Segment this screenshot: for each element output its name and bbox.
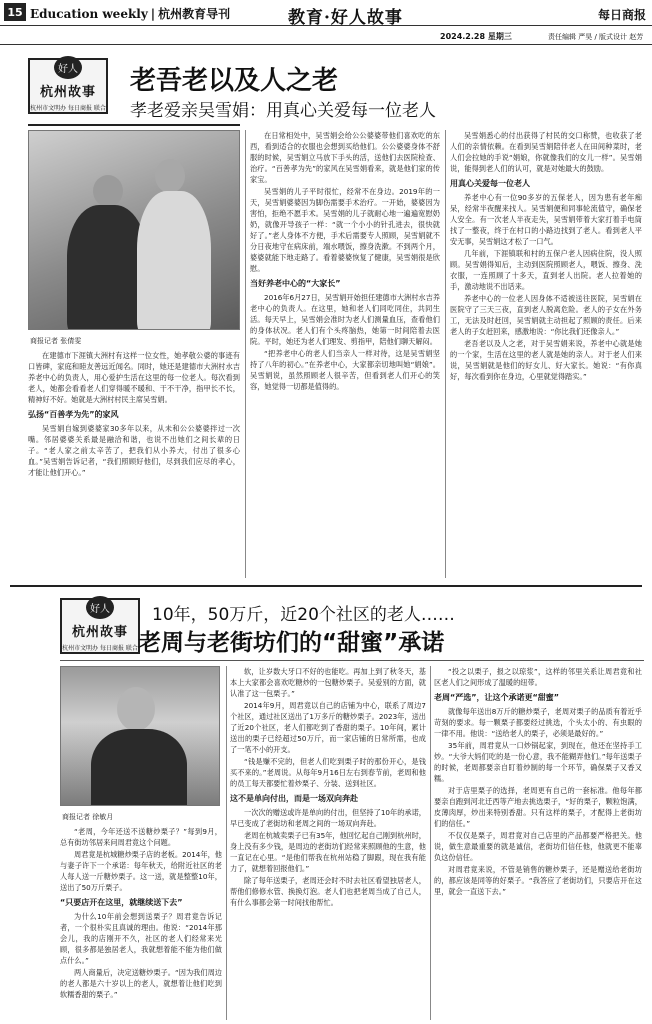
dateline: [0, 27, 652, 45]
section-heading: 当好养老中心的“大家长”: [250, 279, 341, 288]
page-number: 15: [4, 3, 26, 21]
article2-column-3: [434, 666, 642, 1020]
paragraph: 在日常相处中，吴雪娟会给公公婆婆带他们喜欢吃的东西，看到适合的衣服也会想到买给他们。公公婆婆身体不舒服的时候，吴雪娟立马放下手头的活，送他们去医院检查、治疗。“百善孝为先”的家风在吴雪娟看来，就是他们家的传家宝。: [250, 131, 440, 184]
paragraph: 2014年9月，周君竟以自己的店铺为中心，联系了周边7个社区，通过社区送出了1万多斤的糖炒栗子。2023年，送出了近20个社区，老人们都吃到了香甜的栗子。10年间，累计送出的栗子已经超过50万斤，而一家店铺的日常所需，也成了一笔不小的开支。: [230, 701, 426, 754]
paragraph: 一次次的赠送或许是单向的付出，但坚持了10年的承诺，早已变成了老街坊和老周之间的一场双向奔赴。: [230, 808, 426, 828]
section-title: 教育·好人故事: [288, 8, 403, 28]
paragraph: “老周，今年还送不送糖炒栗子？”每到9月，总有街坊邻居来问周君竟这个问题。: [60, 827, 222, 847]
article2-photo: [60, 666, 220, 806]
column-divider: [430, 666, 431, 1020]
article2-column-2: [230, 666, 426, 1020]
photo-figure-head: [117, 687, 155, 731]
paragraph: 在建德市下涯镇大洲村有这样一位女性，她孝敬公婆的事迹有口皆碑，家庭和睦友善远近闻名。同时，她还是建德市大洲村水吉养老中心的负责人，用心爱护生活在这里的每一位老人。每次看到老人，她都会看看老人们穿得暖不暖和、干不干净，指甲长不长，精神好不好。她就是大洲村村民主席吴雪娟。: [28, 351, 240, 404]
paragraph: 35年前，周君竟从一口炒锅起家，到现在，他还在坚持手工炒。“大爷大妈们吃的是一份心意，我不能糊弄他们。”每年送栗子的时候，老周都要亲自盯着炒制的每一个环节，确保栗子又香又糯。: [434, 741, 642, 783]
photo-credit: 商报记者 张倩雯: [30, 337, 82, 345]
masthead: [0, 0, 652, 26]
article1-title: 老吾老以及人之老: [130, 66, 339, 96]
section-divider: [10, 585, 642, 587]
photo-figure-head: [155, 159, 185, 193]
divider: [28, 124, 240, 126]
divider: [60, 660, 644, 661]
paragraph: 为什么10年前会想到送栗子？周君竟告诉记者，一个很朴实且真诚的理由。他说：“2014年那会儿，我的店刚开不久，社区的老人们经常来光顾，很多都是独居老人，我就想着能不能为他们做点什么。”: [60, 912, 222, 965]
paragraph: 老吾老以及人之老，对于吴雪娟来说，养老中心就是她的一个家，生活在这里的老人就是她的亲人。对于老人们来说，吴雪娟就是他们的好女儿、好大家长。她说：“有你真好，每次看到你在身边，心里就觉得踏实。”: [450, 339, 642, 381]
column-divider: [226, 666, 227, 1020]
paragraph: 对于店里栗子的选择，老周更有自己的一套标准。他每年都要亲自跑到河北迁西等产地去挑选栗子，“好的栗子，颗粒饱满，皮薄肉厚，炒出来特别香甜。只有这样的栗子，才配得上老街坊们的信任。”: [434, 786, 642, 828]
paragraph: 2016年6月27日，吴雪娟开始担任建德市大洲村水吉养老中心的负责人。在这里，她和老人们同吃同住，共同生活。每天早上，吴雪娟会准时为老人们测量血压，查看他们的身体状况。老人们有个头疼脑热，她第一时间陪着去医院。平时，她还为老人们理发、剪指甲，陪他们聊天解闷。: [250, 293, 440, 346]
logo-subtitle: 杭州市文明办 每日商报 联合: [62, 645, 138, 652]
section-heading: 弘扬“百善孝为先”的家风: [28, 410, 119, 419]
paragraph: 吴雪娟的儿子平时很忙，经常不在身边。2019年的一天，吴雪娟婆婆因为脚伤需要手术治疗。一开始，婆婆因为害怕，拒绝不愿手术。吴雪娟的儿子就耐心地一遍遍宽慰奶奶，就像开导孩子一样：“就一个小小的针孔进去，很快就好了。”老人身体不方便，手术后需要专人照顾，吴雪娟就不分日夜地守在病床前，端水喂饭，擦身洗漱。不到两个月，婆婆就能下地走路了。看着婆婆恢复了健康，吴雪娟很是欣慰。: [250, 187, 440, 273]
paragraph: 就像每年送出8万斤的糖炒栗子，老周对栗子的品质有着近乎苛刻的要求。每一颗栗子都要经过挑选，个头太小的、有虫眼的一律不用。他说：“送给老人的栗子，必须是最好的。”: [434, 707, 642, 738]
paper-name: 每日商报: [597, 8, 646, 22]
paragraph: 吴雪娟悉心的付出获得了村民的交口称赞，也收获了老人们的亲情依赖。在看到吴雪娟陪伴老人在田间种菜时，老人们会拉她的手说“娟娘，你就像我们的女儿一样”。吴雪娟说，能得到老人们的认可，就是对她最大的鼓励。: [450, 131, 642, 173]
article2-column-1: [60, 826, 222, 1020]
article2-title: 老周与老街坊们的“甜蜜”承诺: [138, 630, 445, 656]
photo-figure-head: [93, 175, 123, 207]
article1-photo: [28, 130, 240, 330]
paragraph: 养老中心有一位90多岁的五保老人，因为患有老年痴呆，经常半夜醒来找人。吴雪娟便和同事轮流值守，确保老人安全。有一次老人半夜走失，吴雪娟带着大家打着手电筒找了一整夜，终于在村口的小路边找到了老人。看到老人平安无事，吴雪娟这才松了一口气。: [450, 193, 642, 246]
article1-column-2: [250, 130, 440, 578]
column-divider: [445, 130, 446, 578]
paragraph: 周君竟是杭城糖炒栗子店的老板。2014年，他与妻子许下一个承诺：每年秋天，给附近社区的老人每人送一斤糖炒栗子。这一送，就是整整10年，送出了50万斤栗子。: [60, 850, 222, 892]
logo-badge: 好人: [86, 596, 114, 619]
paragraph: “把养老中心的老人们当亲人一样对待，这是吴雪娟坚持了八年的初心。”在养老中心，大家都亲切地叫她“娟娘”。吴雪娟说，虽然照顾老人很辛苦，但看到老人们开心的笑容，她觉得一切都是值得的。: [250, 349, 440, 391]
paragraph: 吴雪娟自嫁到婆婆家30多年以来，从未和公公婆婆拌过一次嘴。邻居婆婆关系最是融洽和谐，也说不出她们之间长辈的日子。“老人家之前太辛苦了，把我们从小养大，付出了很多心血。”吴雪娟告诉记者，“我们照顾好他们，尽到我们应尽的孝心，才能让他们开心。”: [28, 424, 240, 477]
paragraph: 两人商量后，决定送糖炒栗子。“因为我们周边的老人都是六十岁以上的老人，就想着让他们吃到软糯香甜的栗子。”: [60, 968, 222, 999]
photo-credit: 商报记者 徐敏月: [62, 813, 114, 821]
article2-kicker: 10年，50万斤，近20个社区的老人……: [152, 605, 455, 625]
paragraph: 软，让岁数大牙口不好的也能吃。再加上到了秋冬天，基本上大家都会喜欢吃糖炒的一包糖炒栗子。吴爱别的方面，就认准了这一包栗子。”: [230, 667, 426, 698]
photo-figure: [67, 205, 147, 330]
column-logo: [28, 58, 108, 114]
paragraph: 不仅仅是栗子，周君竟对自己店里的产品都要严格把关。他说，做生意最重要的就是诚信，老街坊们信任他，他就更不能辜负这份信任。: [434, 831, 642, 862]
article1-subtitle: 孝老爱亲吴雪娟：用真心关爱每一位老人: [130, 101, 436, 121]
paragraph: “钱是赚不完的，但老人们吃到栗子时的那份开心，是钱买不来的。”老周说。从每年9月16日左右到春节前，老周和他的员工每天都要忙着炒栗子、分装、送到社区。: [230, 757, 426, 788]
photo-figure: [137, 191, 211, 330]
paragraph: 老周在杭城卖栗子已有35年，他回忆起自己刚到杭州时，身上没有多少钱，是周边的老街坊们经常来照顾他的生意，他一直记在心里。“是他们帮我在杭州站稳了脚跟，现在我有能力了，就想着回报他们。”: [230, 831, 426, 873]
section-heading: 用真心关爱每一位老人: [450, 179, 530, 188]
column-divider: [245, 130, 246, 578]
editor-credits: 责任编辑 严昊 / 版式设计 赵芳: [548, 33, 644, 41]
paragraph: 除了每年送栗子，老周还会时不时去社区看望独居老人，帮他们修修水管、换换灯泡。老人们也把老周当成了自己人，有什么事都会第一时间找他帮忙。: [230, 876, 426, 907]
logo-badge: 好人: [54, 56, 82, 79]
paragraph: 几年前，下涯镇联和村的五保户老人因病住院，没人照顾。吴雪娟得知后，主动到医院照顾老人，喂饭、擦身、洗衣服，一连照顾了十多天，直到老人出院。老人拉着她的手，激动地说不出话来。: [450, 249, 642, 291]
section-heading: 老周“严选”，让这个承诺更“甜蜜”: [434, 693, 560, 702]
issue-date: 2024.2.28 星期三: [440, 32, 512, 41]
section-name-en: Education weekly: [30, 7, 148, 21]
logo-title: 杭州故事: [71, 625, 128, 640]
article1-column-3: [450, 130, 642, 578]
photo-figure: [91, 729, 187, 806]
section-name: Education weekly | 杭州教育导刊: [30, 7, 231, 21]
section-heading: 这不是单向付出，而是一场双向奔赴: [230, 794, 358, 803]
section-heading: “只要店开在这里，就继续送下去”: [60, 898, 183, 907]
paragraph: “投之以栗子，报之以琼浆”，这样的邻里关系让周君竟和社区老人们之间形成了温暖的纽带。: [434, 667, 642, 687]
column-logo: [60, 598, 140, 654]
paragraph: 养老中心的一位老人因身体不适被送往医院，吴雪娟在医院守了三天三夜，直到老人脱离危险。老人的子女在外务工，无法及时赶回，吴雪娟就主动担起了照顾的责任。后来老人的子女赶回来，感激地说：“你比我们还像亲人。”: [450, 294, 642, 336]
article1-column-1: [28, 350, 240, 578]
paragraph: 对周君竟来说，不管是销售的糖炒栗子，还是赠送给老街坊的，都应该是同等的好栗子。“我答应了老街坊们，只要店开在这里，就会一直送下去。”: [434, 865, 642, 896]
logo-subtitle: 杭州市文明办 每日商报 联合: [30, 105, 106, 112]
section-name-cn: 杭州教育导刊: [158, 7, 231, 21]
logo-title: 杭州故事: [39, 85, 96, 100]
